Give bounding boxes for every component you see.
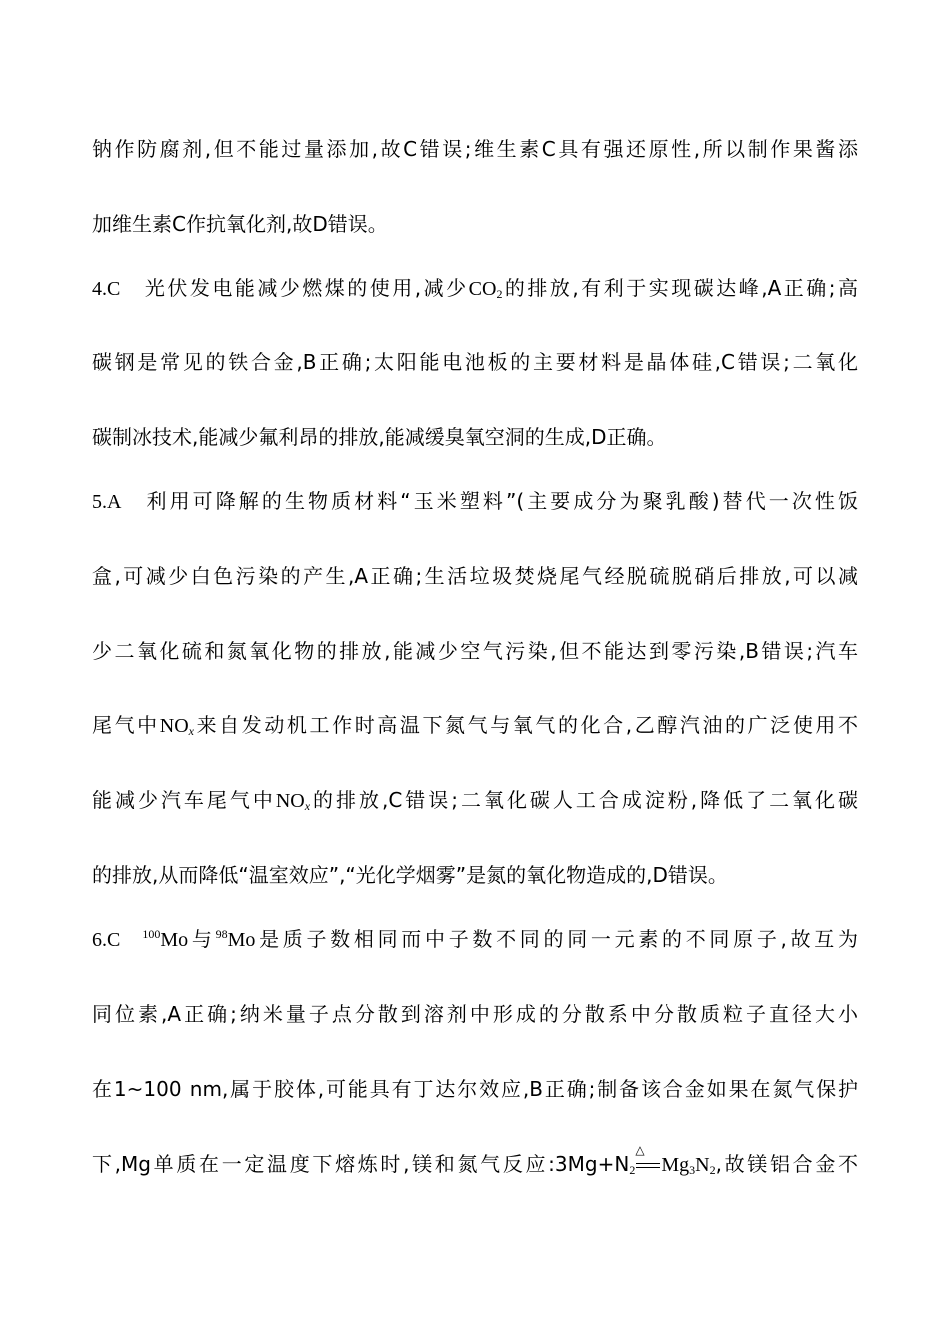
text-span: 来自发动机工作时高温下氮气与氧气的化合,乙醇汽油的广泛使用不 — [193, 713, 858, 737]
text-line: 钠作防腐剂,但不能过量添加,故C错误;维生素C具有强还原性,所以制作果酱添 — [92, 137, 858, 161]
formula: CO — [468, 278, 497, 300]
text-span: 是质子数相同而中子数不同的同一元素的不同原子,故互为 — [255, 927, 859, 951]
heating-equals-sign — [635, 1143, 661, 1172]
answer-text: 光伏发电能减少燃煤的使用,减少 — [142, 276, 469, 300]
text-line: 盒,可减少白色污染的产生,A正确;生活垃圾焚烧尾气经脱硫脱硝后排放,可以减 — [92, 564, 858, 588]
text-line — [92, 786, 858, 815]
formula: Mg — [661, 1154, 690, 1176]
answer-text: 利用可降解的生物质材料“玉米塑料”(主要成分为聚乳酸)替代一次性饭 — [143, 489, 858, 513]
answer-4-line — [92, 274, 858, 303]
text-line: 碳制冰技术,能减少氟利昂的排放,能减缓臭氧空洞的生成,D正确。 — [92, 425, 667, 449]
heat-triangle-symbol: △ — [635, 1143, 645, 1157]
text-span: 能减少汽车尾气中 — [92, 788, 276, 812]
subscript: 3 — [689, 1163, 696, 1177]
text-span: 尾气中 — [92, 713, 160, 737]
text-span: 的排放,C错误;二氧化碳人工合成淀粉,降低了二氧化碳 — [310, 788, 859, 812]
text-line: 在1~100 nm,属于胶体,可能具有丁达尔效应,B正确;制备该合金如果在氮气保护 — [92, 1077, 858, 1101]
formula: N — [695, 1154, 710, 1176]
text-line: 同位素,A正确;纳米量子点分散到溶剂中形成的分散系中分散质粒子直径大小 — [92, 1002, 858, 1026]
element-symbol: Mo — [160, 929, 189, 951]
text-span: ,故镁铝合金不 — [715, 1152, 858, 1176]
answer-number: 6.C — [92, 929, 121, 951]
subscript: x — [188, 724, 194, 738]
text-line: 少二氧化硫和氮氧化物的排放,能减少空气污染,但不能达到零污染,B错误;汽车 — [92, 639, 858, 663]
mass-number: 100 — [142, 927, 161, 941]
mass-number: 98 — [215, 927, 228, 941]
formula: NO — [159, 715, 189, 737]
answer-number: 5.A — [92, 491, 122, 513]
text-line — [92, 711, 858, 740]
subscript: 2 — [496, 287, 503, 301]
formula: NO — [275, 790, 305, 812]
subscript: x — [304, 799, 311, 813]
text-line: 加维生素C作抗氧化剂,故D错误。 — [92, 212, 388, 236]
text-line: 碳钢是常见的铁合金,B正确;太阳能电池板的主要材料是晶体硅,C错误;二氧化 — [92, 350, 858, 374]
subscript: 2 — [629, 1163, 636, 1177]
answer-6-line — [92, 925, 858, 954]
equation-line — [92, 1143, 858, 1179]
text-line: 的排放,从而降低“温室效应”,“光化学烟雾”是氮的氧化物造成的,D错误。 — [92, 863, 728, 887]
text-span: 与 — [188, 927, 216, 951]
answer-text: 的排放,有利于实现碳达峰,A正确;高 — [502, 276, 858, 300]
subscript: 2 — [709, 1163, 716, 1177]
text-span: 下,Mg单质在一定温度下熔炼时,镁和氮气反应:3Mg+N — [92, 1152, 630, 1176]
element-symbol: Mo — [227, 929, 256, 951]
answer-number: 4.C — [92, 278, 121, 300]
answer-5-line — [92, 487, 858, 516]
